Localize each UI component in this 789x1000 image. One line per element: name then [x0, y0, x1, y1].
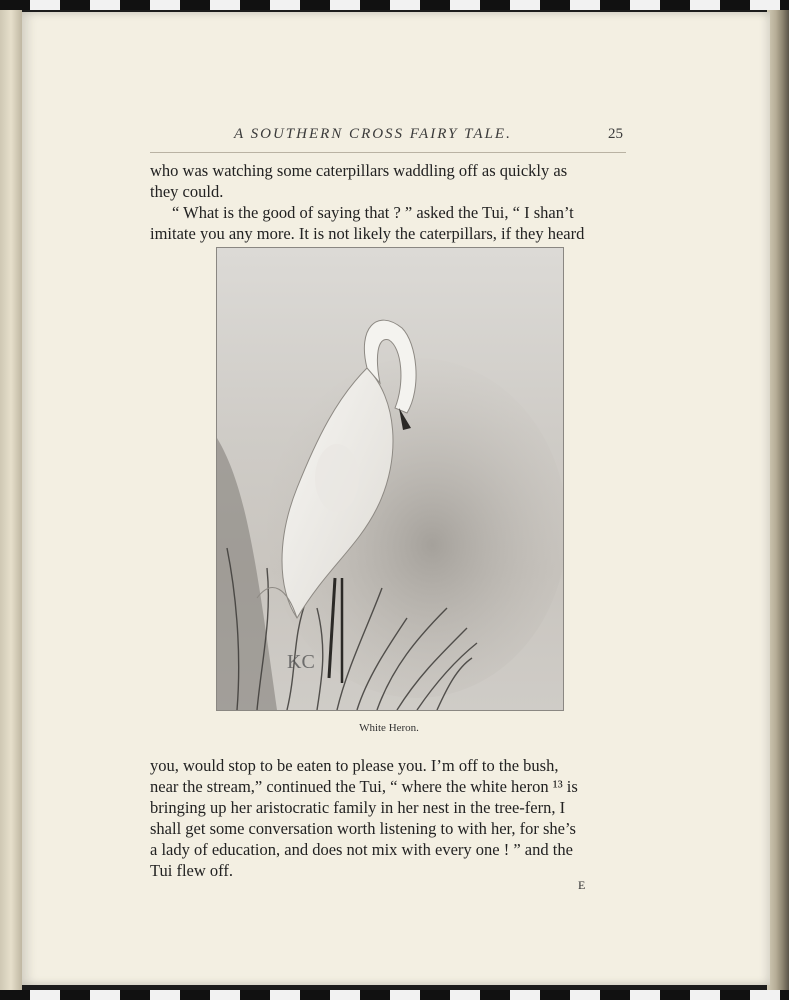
- scan-ruler-bottom: [0, 990, 789, 1000]
- scan-ruler-top: [0, 0, 789, 10]
- text-line: “ What is the good of saying that ? ” asked the Tui, “ I shan’t: [172, 203, 574, 222]
- text-line: bringing up her aristocratic family in her nest in the tree-fern, I: [150, 798, 566, 817]
- text-line: near the stream,” continued the Tui, “ where the white heron ¹³ is: [150, 777, 578, 796]
- text-line: you, would stop to be eaten to please you. I’m off to the bush,: [150, 756, 559, 775]
- running-title: A SOUTHERN CROSS FAIRY TALE.: [234, 126, 512, 142]
- running-head: [22, 116, 770, 146]
- header-rule: [150, 152, 626, 153]
- text-line: a lady of education, and does not mix with every one ! ” and the: [150, 840, 573, 859]
- figure-caption: White Heron.: [359, 722, 419, 734]
- body-text-top: [150, 160, 626, 244]
- heron-drawing: [217, 248, 563, 710]
- page-number: 25: [608, 126, 623, 142]
- book-edge-left: [0, 10, 22, 990]
- text-line: shall get some conversation worth listening to with her, for she’s: [150, 819, 576, 838]
- book-page: [22, 12, 770, 985]
- artist-monogram: KC: [287, 651, 315, 673]
- text-line: imitate you any more. It is not likely the caterpillars, if they heard: [150, 224, 585, 243]
- book-edge-right: [767, 10, 789, 990]
- text-line: they could.: [150, 182, 224, 201]
- printer-signature-mark: E: [578, 878, 586, 892]
- text-line: who was watching some caterpillars waddling off as quickly as: [150, 161, 568, 180]
- text-line: Tui flew off.: [150, 861, 233, 880]
- heron-illustration: [216, 247, 564, 711]
- heron-wing: [315, 444, 359, 512]
- body-text-bottom: [150, 755, 630, 881]
